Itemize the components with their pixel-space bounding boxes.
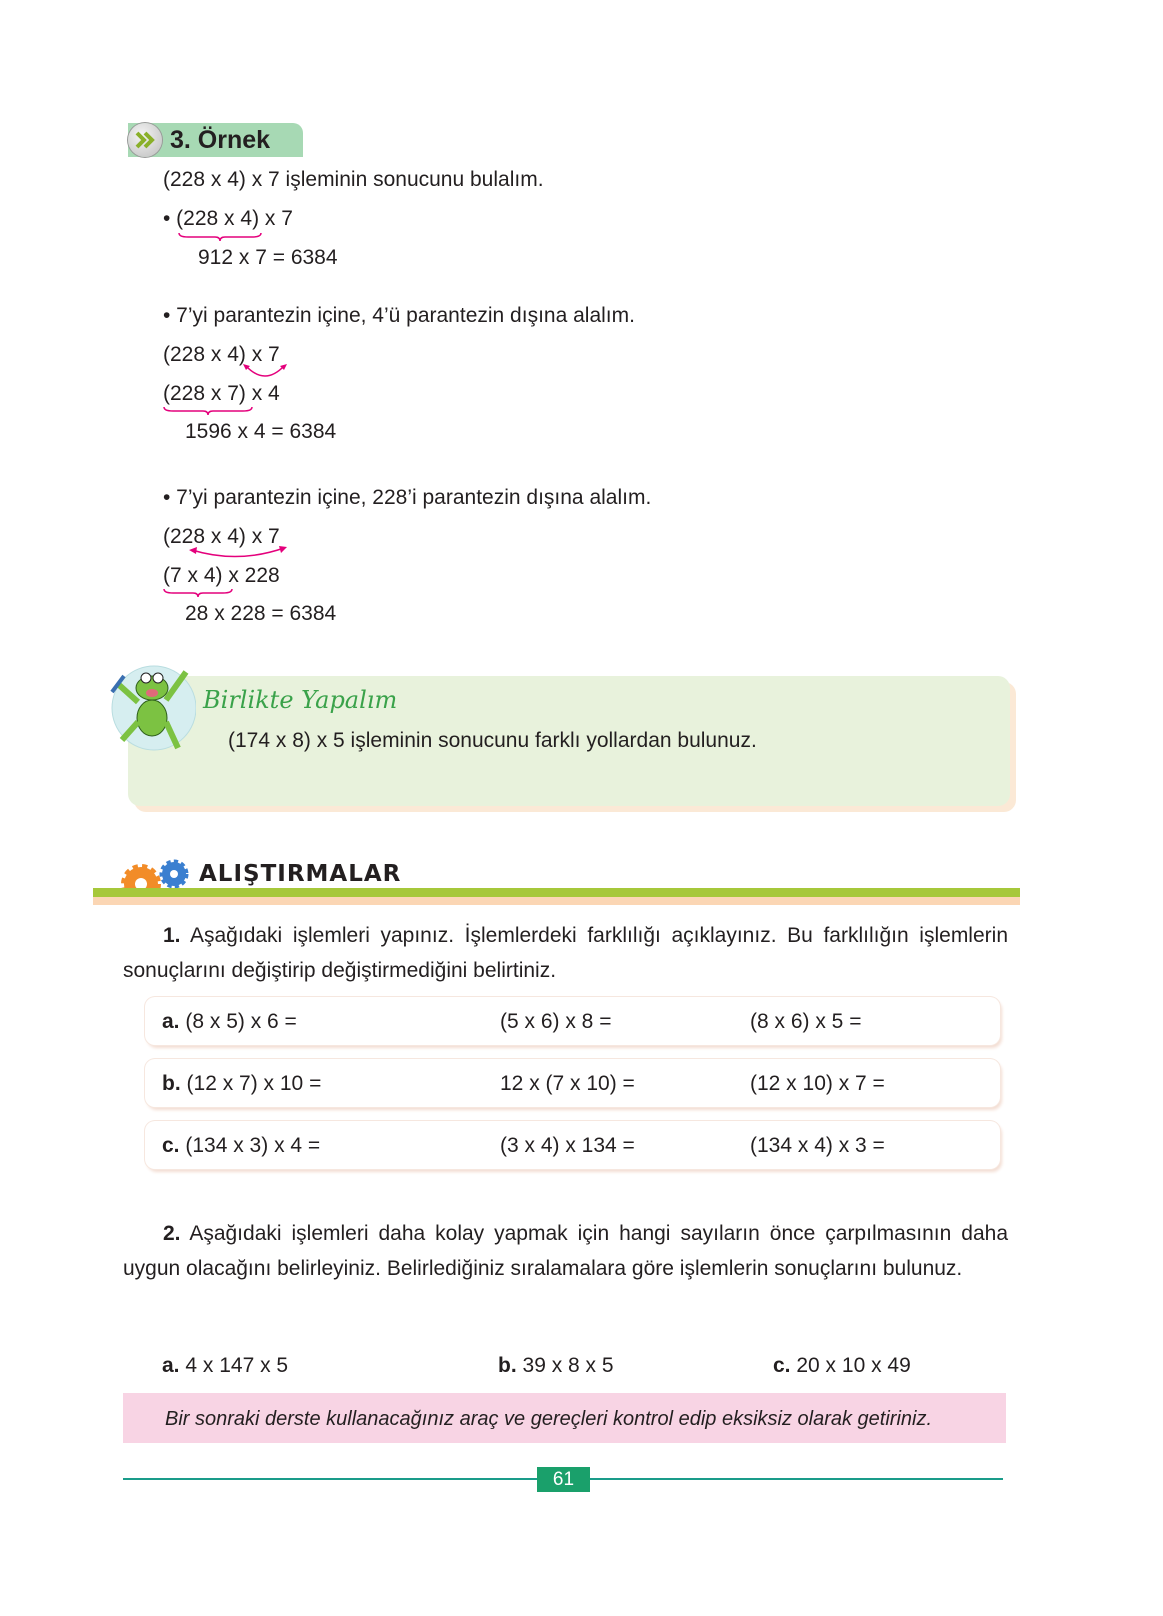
swap-arrow (189, 546, 287, 560)
step3-expr1: (228 x 4) x 7 (163, 525, 280, 548)
brace-mark (178, 232, 262, 242)
expression: 4 x 147 x 5 (185, 1354, 289, 1377)
q2-item-a (162, 1354, 288, 1378)
expression: 12 x (7 x 10) = (500, 1072, 635, 1095)
row-label: b. (162, 1072, 181, 1095)
expression: (8 x 6) x 5 = (750, 1010, 862, 1033)
item-label: a. (162, 1354, 180, 1377)
question-number: 2. (163, 1222, 181, 1245)
row-label: c. (162, 1134, 180, 1157)
step3-expr2: (7 x 4) x 228 (163, 564, 280, 587)
together-title: Birlikte Yapalım (203, 686, 398, 714)
step3-text: • 7’yi parantezin içine, 228’i parantezin dışına alalım. (163, 486, 652, 509)
section-bar-accent (93, 897, 1020, 905)
expression: 20 x 10 x 49 (796, 1354, 911, 1377)
note-box (123, 1393, 1006, 1443)
expression: (5 x 6) x 8 = (500, 1010, 612, 1033)
together-text: (174 x 8) x 5 işleminin sonucunu farklı yollardan bulunuz. (228, 729, 757, 752)
exercises-title: ALIŞTIRMALAR (199, 861, 402, 887)
example-intro: (228 x 4) x 7 işleminin sonucunu bulalım. (163, 168, 544, 191)
expression: (134 x 4) x 3 = (750, 1134, 885, 1157)
exercise-row-b (145, 1059, 1000, 1107)
example-title: 3. Örnek (170, 126, 271, 154)
expression: (3 x 4) x 134 = (500, 1134, 635, 1157)
expression: (12 x 7) x 10 = (186, 1072, 322, 1095)
exercise-row-a (145, 997, 1000, 1045)
section-bar (93, 888, 1020, 897)
expression: 39 x 8 x 5 (522, 1354, 614, 1377)
step2-expr2: (228 x 7) x 4 (163, 382, 280, 405)
question-text: Aşağıdaki işlemleri daha kolay yapmak için hangi sayıların önce çarpılmasının daha uygun olacağını belirleyiniz. Belirlediğiniz sıralamalara göre işlemlerin sonuçlarını bulunuz. (123, 1222, 1008, 1280)
expression: (8 x 5) x 6 = (185, 1010, 297, 1033)
step2-text: • 7’yi parantezin içine, 4’ü parantezin dışına alalım. (163, 304, 635, 327)
step1-result: 912 x 7 = 6384 (198, 246, 338, 269)
question-text: Aşağıdaki işlemleri yapınız. İşlemlerdeki farklılığı açıklayınız. Bu farklılığın işlemlerin sonuçlarını değiştirip değiştirmediğini belirtiniz. (123, 924, 1008, 982)
expression: (134 x 3) x 4 = (185, 1134, 321, 1157)
swap-arrow (243, 364, 287, 380)
expression: (12 x 10) x 7 = (750, 1072, 885, 1095)
question-2 (123, 1216, 1008, 1286)
question-number: 1. (163, 924, 181, 947)
step3-result: 28 x 228 = 6384 (185, 602, 337, 625)
double-chevron-icon (128, 123, 162, 157)
exercise-row-c (145, 1121, 1000, 1169)
step2-expr1: (228 x 4) x 7 (163, 343, 280, 366)
note-text: Bir sonraki derste kullanacağınız araç ve gereçleri kontrol edip eksiksiz olarak getiriniz. (165, 1408, 933, 1430)
step1-expr: • (228 x 4) x 7 (163, 207, 293, 230)
q2-item-c (773, 1354, 911, 1378)
frog-mascot-icon (108, 662, 196, 758)
item-label: c. (773, 1354, 791, 1377)
q2-item-b (498, 1354, 614, 1378)
question-1 (123, 918, 1008, 988)
row-label: a. (162, 1010, 180, 1033)
page-number: 61 (537, 1467, 590, 1492)
step2-result: 1596 x 4 = 6384 (185, 420, 337, 443)
brace-mark (163, 406, 253, 416)
brace-mark (163, 588, 233, 598)
item-label: b. (498, 1354, 517, 1377)
